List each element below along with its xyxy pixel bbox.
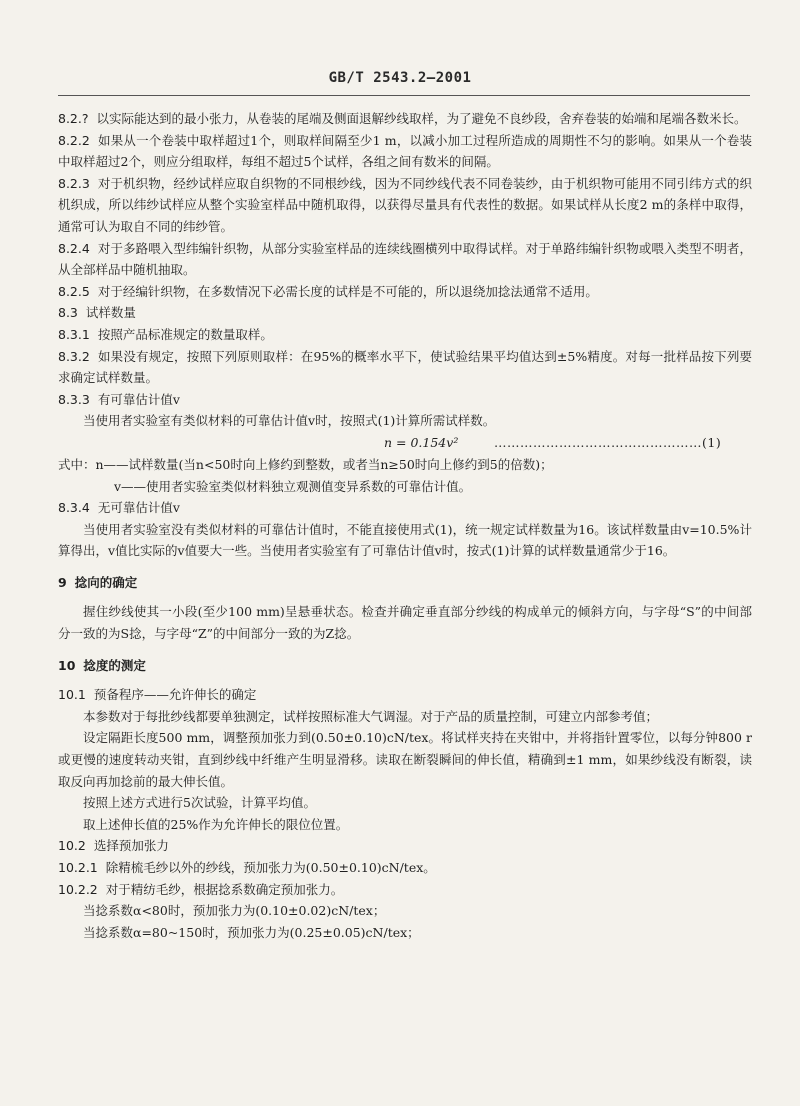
paragraph-10-1-d: 取上述伸长值的25%作为允许伸长的限位位置。 xyxy=(83,816,349,832)
clause-10-2-2 xyxy=(58,879,752,901)
clause-text: 对于经编针织物，在多数情况下必需长度的试样是不可能的，所以退绕加捻法通常不适用。 xyxy=(97,283,598,299)
section-10-heading xyxy=(58,655,752,677)
section-number: 9 xyxy=(58,574,67,590)
paragraph-9: 握住纱线使其一小段(至少100 mm)呈悬垂状态。检查并确定垂直部分纱线的构成单元的倾斜方向，与字母“S”的中间部分一致的为S捻，与字母“Z”的中间部分一致的为Z捻。 xyxy=(58,604,752,642)
formula-number: …………………………………………(1) xyxy=(494,434,722,450)
clause-number: 10.2 xyxy=(58,838,86,854)
clause-text: 按照产品标准规定的数量取样。 xyxy=(97,326,273,342)
heading-text: 无可靠估计值v xyxy=(97,500,180,516)
heading-8-3 xyxy=(58,302,752,324)
clause-number: 10.2.1 xyxy=(58,860,98,875)
clause-number: 8.3.1 xyxy=(58,326,90,342)
clause-number: 8.2.4 xyxy=(58,240,90,256)
heading-text: 有可靠估计值v xyxy=(97,391,180,407)
clause-number: 8.3.3 xyxy=(58,391,90,407)
clause-text: 如果没有规定，按照下列原则取样：在95%的概率水平下，使试验结果平均值达到±5%精度。对每一批样品按下列要求确定试样数量。 xyxy=(58,348,752,386)
tension-case-b: 当捻系数α=80~150时，预加张力为(0.25±0.05)cN/tex； xyxy=(83,924,420,940)
clause-number: 8.2.5 xyxy=(58,283,90,299)
heading-10-2 xyxy=(58,835,752,857)
clause-number: 8.3 xyxy=(58,305,78,321)
section-9-heading xyxy=(58,572,752,594)
clause-number: 8.3.4 xyxy=(58,500,90,516)
definition-n: 式中：n——试样数量(当n<50时向上修约到整数，或者当n≥50时向上修约到5的倍数)； xyxy=(58,456,553,472)
clause-8-2-5 xyxy=(58,281,752,303)
clause-8-2-7 xyxy=(58,108,752,130)
clause-number: 8.3.2 xyxy=(58,348,90,364)
section-number: 10 xyxy=(58,657,76,673)
heading-8-3-3 xyxy=(58,389,752,411)
clause-10-2-1 xyxy=(58,857,752,879)
paragraph-8-3-4: 当使用者实验室没有类似材料的可靠估计值时，不能直接使用式(1)，统一规定试样数量为16。该试样数量由v=10.5%计算得出，v值比实际的v值要大一些。当使用者实验室有了可靠估计值v时，按式(1)计算的试样数量通常少于16。 xyxy=(58,521,752,559)
clause-8-3-1 xyxy=(58,324,752,346)
formula-1 xyxy=(58,432,752,454)
heading-text: 试样数量 xyxy=(85,305,136,321)
tension-case-a: 当捻系数α<80时，预加张力为(0.10±0.02)cN/tex； xyxy=(83,903,386,919)
clause-number: 10.1 xyxy=(58,687,86,703)
paragraph-10-1-c: 按照上述方式进行5次试验，计算平均值。 xyxy=(83,795,316,811)
clause-number: 8.2.3 xyxy=(58,175,90,191)
clause-8-3-2 xyxy=(58,346,752,389)
paragraph-10-1-b: 设定隔距长度500 mm，调整预加张力到(0.50±0.10)cN/tex。将试样夹持在夹钳中，并将指针置零位，以每分钟800 r或更慢的速度转动夹钳，直到纱线中纤维产生明显滑移。读取在断裂瞬间的伸长值，精确到±1 mm，如果纱线没有断裂，读取反向再加捻前的最大伸长值。 xyxy=(58,730,752,789)
header-rule xyxy=(58,95,750,96)
clause-number: 8.2.? xyxy=(58,111,89,126)
clause-number: 8.2.2 xyxy=(58,132,90,148)
clause-text: 如果从一个卷装中取样超过1个，则取样间隔至少1 m，以减小加工过程所造成的周期性不匀的影响。如果从一个卷装中取样超过2个，则应分组取样，每组不超过5个试样，各组之间有数米的间隔。 xyxy=(58,132,752,170)
document-body xyxy=(58,108,752,943)
heading-8-3-4 xyxy=(58,497,752,519)
definition-v: v——使用者实验室类似材料独立观测值变异系数的可靠估计值。 xyxy=(114,478,472,494)
clause-text: 对于机织物，经纱试样应取自织物的不同根纱线，因为不同纱线代表不同卷装纱，由于机织物可能用不同引纬方式的织机织成，所以纬纱试样应从整个实验室样品中随机取得，以获得尽量具有代表性的数据。如果试样从长度2 m的条样中取得，通常可认为取自不同的纬纱管。 xyxy=(58,175,752,234)
paragraph-8-3-3: 当使用者实验室有类似材料的可靠估计值v时，按照式(1)计算所需试样数。 xyxy=(83,413,496,429)
heading-10-1 xyxy=(58,684,752,706)
clause-8-2-4 xyxy=(58,238,752,281)
clause-8-2-3 xyxy=(58,173,752,238)
heading-text: 预备程序——允许伸长的确定 xyxy=(93,687,257,703)
heading-text: 选择预加张力 xyxy=(93,838,169,854)
clause-text: 以实际能达到的最小张力，从卷装的尾端及侧面退解纱线取样，为了避免不良纱段，舍弃卷装的始端和尾端各数米长。 xyxy=(96,111,747,126)
standard-code-header: GB/T 2543.2—2001 xyxy=(328,70,472,86)
formula-expression: n = 0.154v² xyxy=(384,434,459,450)
clause-text: 除精梳毛纱以外的纱线，预加张力为(0.50±0.10)cN/tex。 xyxy=(105,860,436,875)
clause-number: 10.2.2 xyxy=(58,881,98,897)
section-title: 捻度的测定 xyxy=(83,657,146,673)
paragraph-10-1-a: 本参数对于每批纱线都要单独测定，试样按照标准大气调湿。对于产品的质量控制，可建立内部参考值； xyxy=(83,708,659,724)
section-title: 捻向的确定 xyxy=(74,574,138,590)
clause-text: 对于多路喂入型纬编针织物，从部分实验室样品的连续线圈横列中取得试样。对于单路纬编针织物或喂入类型不明者，从全部样品中随机抽取。 xyxy=(58,240,752,278)
clause-text: 对于精纺毛纱，根据捻系数确定预加张力。 xyxy=(105,881,344,897)
clause-8-2-2 xyxy=(58,130,752,173)
